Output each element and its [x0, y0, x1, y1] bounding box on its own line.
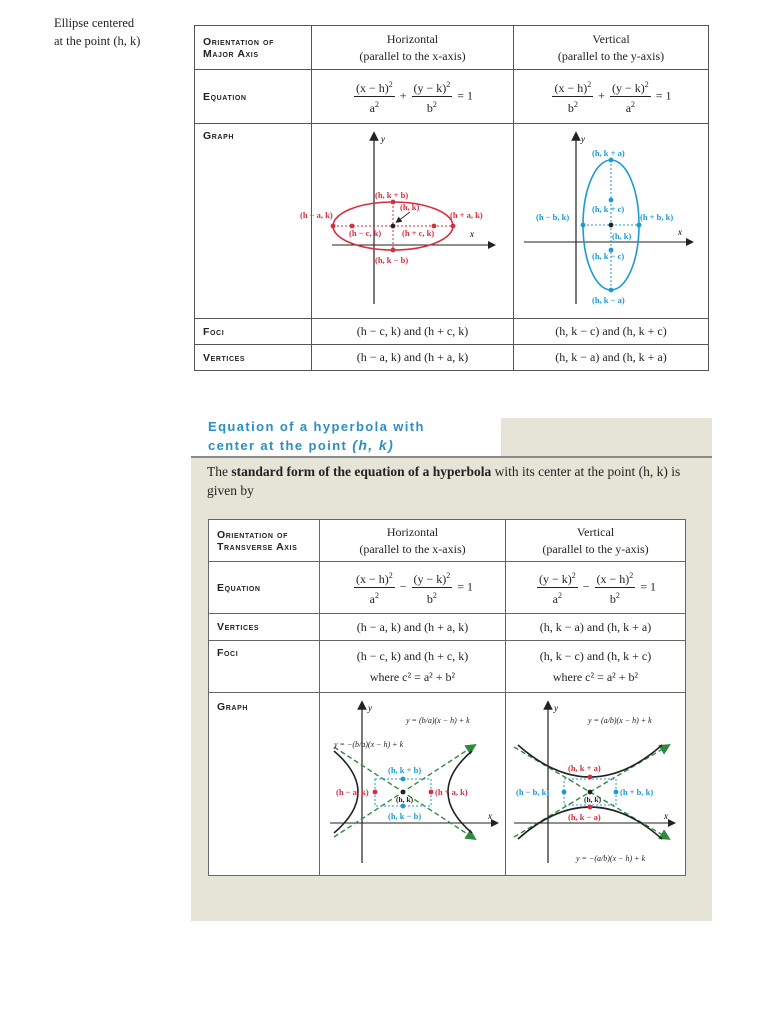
intro-bold: standard form of the equation of a hyperbola — [231, 464, 492, 479]
header-line: (parallel to the y-axis) — [557, 48, 665, 63]
fraction: $\frac{(x - h)^2}{a^2}$ — [354, 568, 395, 607]
center-point — [609, 223, 614, 228]
hyperbola-graph-row — [209, 693, 686, 876]
positive-asymptote-label: y = (b/a)(x − h) + k — [406, 716, 470, 725]
fraction: $\frac{(y - k)^2}{b^2}$ — [412, 77, 453, 116]
conjugate-point — [614, 790, 619, 795]
fraction: $\frac{(x - h)^2}{b^2}$ — [552, 77, 593, 116]
header-line-1: Equation of a hyperbola with — [208, 419, 425, 434]
operator: + — [598, 88, 605, 103]
denominator: b — [609, 592, 616, 606]
hyperbola-horizontal-graph-cell — [320, 693, 506, 876]
foci-condition: where c² = a² + b² — [552, 669, 639, 684]
top-covertex-label: (h, k + b) — [388, 765, 422, 775]
operator: + — [399, 88, 407, 103]
denominator: a — [369, 101, 375, 115]
numerator: (x − h) — [554, 81, 588, 95]
hyperbola-vertices-row — [209, 614, 686, 641]
ellipse-table — [194, 25, 709, 371]
ellipse-vertical-vertices: (h, k − a) and (h, k + a) — [514, 345, 709, 371]
header-line: (parallel to the x-axis) — [359, 541, 466, 556]
fraction: $\frac{(y - k)^2}{a^2}$ — [610, 77, 651, 116]
conjugate-point — [562, 790, 567, 795]
vertex-point — [373, 790, 378, 795]
denominator: a — [625, 101, 632, 115]
ellipse-horizontal-equation — [312, 70, 514, 124]
top-vertex-label: (h, k + a) — [592, 148, 625, 158]
rhs: = 1 — [457, 88, 474, 103]
x-axis-label: x — [488, 811, 492, 821]
denominator: b — [426, 592, 433, 606]
fraction: $\frac{(x - h)^2}{a^2}$ — [354, 77, 395, 116]
horizontal-ellipse-graph — [300, 124, 513, 314]
left-vertex-label: (h − a, k) — [300, 210, 333, 220]
bottom-covertex-label: (h, k − b) — [388, 811, 422, 821]
rhs: = 1 — [457, 579, 474, 594]
covertex-point — [391, 248, 396, 253]
hyperbola-graph-label: Graph — [209, 693, 320, 876]
header-line: (parallel to the y-axis) — [542, 541, 649, 556]
numerator: (x − h) — [596, 572, 630, 586]
rhs: = 1 — [655, 88, 672, 103]
hyperbola-horizontal-equation — [320, 562, 506, 614]
hyperbola-horizontal-header — [320, 520, 506, 562]
hyperbola-table — [208, 519, 686, 876]
left-vertex-label: (h − a, k) — [336, 787, 369, 797]
label-line: Orientation of — [203, 35, 274, 48]
hyperbola-intro — [207, 462, 697, 500]
numerator: (x − h) — [355, 81, 389, 95]
header-line: Horizontal — [386, 31, 439, 46]
intro-text: with its center at the point (h, k) is given by — [207, 464, 681, 498]
ellipse-foci-label: Foci — [195, 319, 312, 345]
y-axis-label: y — [368, 703, 372, 713]
hyperbola-foci-label: Foci — [209, 641, 320, 693]
numerator: (x − h) — [355, 572, 389, 586]
y-axis-label: y — [554, 703, 558, 713]
ellipse-vertical-graph-cell — [514, 124, 709, 319]
x-axis-label: x — [664, 811, 668, 821]
vertex-point — [609, 158, 614, 163]
caption-line-2: at the point (h, k) — [54, 34, 141, 48]
denominator: b — [567, 101, 574, 115]
header-text: center at the point — [208, 438, 348, 453]
hyperbola-header — [208, 418, 425, 455]
denominator: b — [426, 101, 433, 115]
center-label: (h, k) — [396, 795, 414, 804]
hyperbola-orientation-label — [209, 520, 320, 562]
ellipse-equation-row — [195, 70, 709, 124]
operator: − — [399, 579, 407, 594]
ellipse-horizontal-graph-cell — [300, 124, 514, 319]
right-covertex-label: (h + b, k) — [620, 787, 654, 797]
right-vertex-label: (h + a, k) — [435, 787, 468, 797]
ellipse-vertices-label: Vertices — [195, 345, 312, 371]
hyperbola-horizontal-vertices: (h − a, k) and (h + a, k) — [320, 614, 506, 641]
hyperbola-vertical-graph-cell — [506, 693, 686, 876]
ellipse-vertices-row — [195, 345, 709, 371]
hyperbola-foci-row — [209, 641, 686, 693]
center-label: (h, k) — [584, 795, 602, 804]
operator: − — [582, 579, 590, 594]
intro-text: The — [207, 464, 232, 479]
covertex-point — [391, 200, 396, 205]
vertex-point — [588, 805, 593, 810]
covertex-point — [581, 223, 586, 228]
vertex-point — [429, 790, 434, 795]
hyperbola-vertical-vertices: (h, k − a) and (h, k + a) — [506, 614, 686, 641]
y-axis-label: y — [381, 134, 385, 144]
label-line: Major Axis — [203, 47, 259, 60]
caption-line-1: Ellipse centered — [54, 16, 135, 30]
conjugate-point — [401, 777, 406, 782]
ellipse-orientation-row — [195, 26, 709, 70]
fraction: $\frac{(y - k)^2}{a^2}$ — [537, 568, 578, 607]
vertex-point — [609, 288, 614, 293]
left-covertex-label: (h − b, k) — [516, 787, 550, 797]
numerator: (y − k) — [612, 81, 645, 95]
y-axis-label: y — [581, 134, 585, 144]
ellipse-horizontal-header — [312, 26, 514, 70]
header-line: Vertical — [592, 31, 630, 46]
left-focus-label: (h − c, k) — [349, 228, 382, 238]
hyperbola-equation-row — [209, 562, 686, 614]
hyperbola-vertical-header — [506, 520, 686, 562]
fraction: $\frac{(y - k)^2}{b^2}$ — [412, 568, 453, 607]
horizontal-hyperbola-graph — [320, 693, 505, 871]
center-point — [401, 790, 406, 795]
right-vertex-label: (h + b, k) — [640, 212, 674, 222]
foci-line: (h, k − c) and (h, k + c) — [539, 648, 652, 663]
ellipse-graph-label: Graph — [195, 124, 312, 319]
vertex-point — [588, 775, 593, 780]
ellipse-vertical-foci: (h, k − c) and (h, k + c) — [514, 319, 709, 345]
top-vertex-label: (h, k + a) — [568, 763, 601, 773]
vertex-point — [451, 224, 456, 229]
foci-condition: where c² = a² + b² — [369, 669, 456, 684]
header-line: (parallel to the x-axis) — [359, 48, 466, 63]
ellipse-graph-row — [195, 124, 709, 319]
label-line: Orientation of — [217, 528, 288, 541]
ellipse-vertical-equation — [514, 70, 709, 124]
hyperbola-vertical-foci — [506, 641, 686, 693]
focus-point — [609, 198, 614, 203]
bottom-focus-label: (h, k − c) — [592, 251, 625, 261]
numerator: (y − k) — [538, 572, 572, 586]
ellipse-caption — [54, 14, 184, 50]
ellipse-equation-label: Equation — [195, 70, 312, 124]
hyperbola-vertical-equation — [506, 562, 686, 614]
header-point: (h, k) — [352, 437, 395, 453]
numerator: (y − k) — [413, 572, 447, 586]
rhs: = 1 — [640, 579, 657, 594]
vertical-ellipse-graph — [514, 124, 708, 314]
fraction: $\frac{(x - h)^2}{b^2}$ — [595, 568, 636, 607]
center-point — [391, 224, 396, 229]
negative-asymptote-label: y = −(a/b)(x − h) + k — [576, 854, 646, 863]
bottom-vertex-label: (h, k − a) — [568, 812, 601, 822]
numerator: (y − k) — [413, 81, 447, 95]
right-vertex-label: (h + a, k) — [450, 210, 483, 220]
denominator: a — [369, 592, 375, 606]
header-line: Horizontal — [386, 524, 439, 539]
ellipse-horizontal-foci: (h − c, k) and (h + c, k) — [312, 319, 514, 345]
hyperbola-equation-label: Equation — [209, 562, 320, 614]
x-axis-label: x — [678, 227, 682, 237]
hyperbola-horizontal-foci — [320, 641, 506, 693]
top-focus-label: (h, k + c) — [592, 204, 625, 214]
vertex-point — [331, 224, 336, 229]
negative-asymptote-label: y = −(b/a)(x − h) + k — [334, 740, 404, 749]
ellipse-vertical-header — [514, 26, 709, 70]
left-vertex-label: (h − b, k) — [536, 212, 570, 222]
foci-line: (h − c, k) and (h + c, k) — [356, 648, 469, 663]
hyperbola-orientation-row — [209, 520, 686, 562]
center-label: (h, k) — [400, 202, 420, 212]
conjugate-point — [401, 804, 406, 809]
bottom-vertex-label: (h, k − a) — [592, 295, 625, 305]
header-line-2 — [208, 436, 425, 455]
hyperbola-vertices-label: Vertices — [209, 614, 320, 641]
denominator: a — [552, 592, 558, 606]
vertical-hyperbola-graph — [506, 693, 685, 871]
right-focus-label: (h + c, k) — [402, 228, 435, 238]
covertex-point — [637, 223, 642, 228]
center-label: (h, k) — [612, 231, 632, 241]
header-line: Vertical — [576, 524, 615, 539]
positive-asymptote-label: y = (a/b)(x − h) + k — [588, 716, 652, 725]
x-axis-label: x — [470, 229, 474, 239]
ellipse-orientation-label — [195, 26, 312, 70]
hyperbola-header-box — [191, 418, 501, 456]
ellipse-horizontal-vertices: (h − a, k) and (h + a, k) — [312, 345, 514, 371]
top-vertex-label: (h, k + b) — [375, 190, 409, 200]
header-rule — [191, 456, 712, 458]
ellipse-foci-row — [195, 319, 709, 345]
label-line: Transverse Axis — [217, 540, 298, 553]
bottom-vertex-label: (h, k − b) — [375, 255, 409, 265]
center-point — [588, 790, 593, 795]
